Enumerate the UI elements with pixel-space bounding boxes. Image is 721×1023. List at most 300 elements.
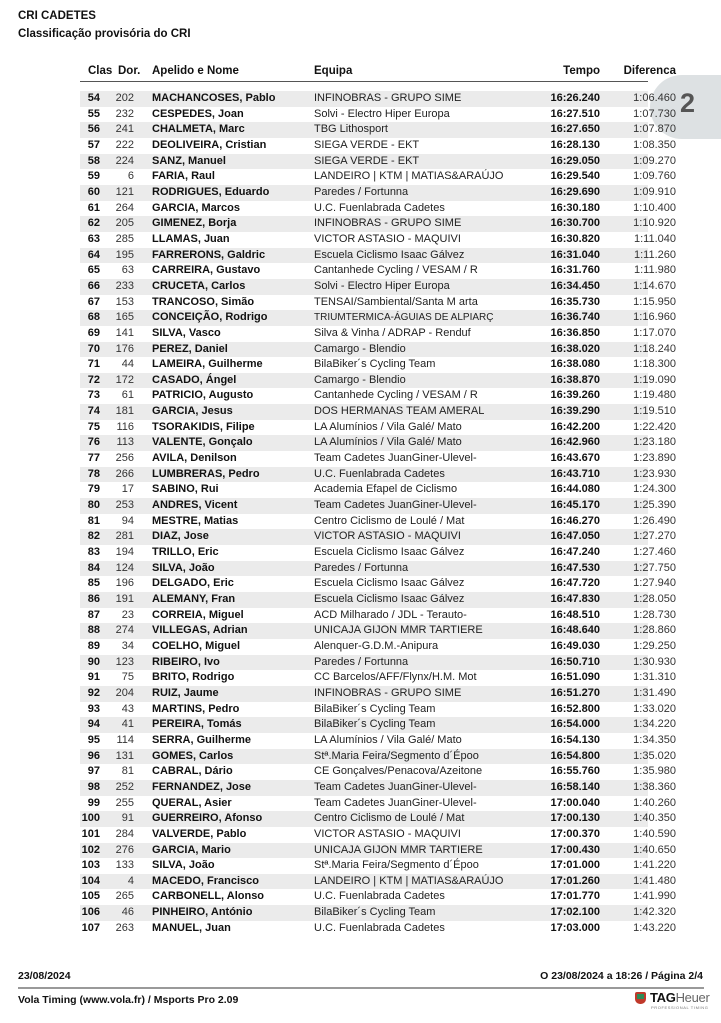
rider-name: LUMBRERAS, Pedro	[152, 467, 260, 480]
table-row	[80, 357, 676, 373]
team-name: Paredes / Fortunna	[314, 655, 409, 668]
time: 16:30.700	[550, 217, 600, 230]
bib-number: 233	[115, 279, 134, 292]
time: 16:26.240	[550, 92, 600, 104]
time: 16:51.270	[550, 686, 600, 699]
team-name: INFINOBRAS - GRUPO SIME	[314, 217, 462, 230]
rider-name: GARCIA, Jesus	[152, 405, 233, 418]
bib-number: 191	[115, 593, 134, 605]
time: 16:36.740	[550, 311, 600, 324]
rank: 93	[87, 702, 100, 715]
rider-name: PATRICIO, Augusto	[152, 389, 254, 402]
time: 16:36.850	[550, 326, 600, 339]
rider-name: RUIZ, Jaume	[152, 686, 219, 699]
bib-number: 46	[121, 906, 134, 919]
time: 16:51.090	[550, 671, 600, 684]
rank: 88	[87, 624, 100, 637]
bib-number: 252	[115, 780, 134, 793]
table-row	[80, 905, 676, 921]
rank: 62	[87, 217, 100, 230]
rank: 82	[87, 530, 100, 543]
time-gap: 1:07.870	[633, 123, 676, 136]
rank: 64	[87, 248, 100, 261]
time-gap: 1:34.220	[633, 718, 676, 731]
rider-name: SANZ, Manuel	[152, 154, 226, 167]
time-gap: 1:11.260	[633, 248, 676, 261]
table-row	[80, 811, 676, 827]
col-clas: Clas	[88, 65, 113, 77]
rider-name: MESTRE, Matias	[152, 514, 239, 527]
time-gap: 1:09.270	[633, 154, 676, 167]
time: 16:38.080	[550, 358, 600, 371]
time-gap: 1:24.300	[633, 483, 676, 496]
table-row	[80, 827, 676, 843]
time: 16:42.200	[550, 420, 600, 433]
rank: 104	[81, 874, 100, 887]
team-name: U.C. Fuenlabrada Cadetes	[314, 201, 445, 214]
time: 16:27.510	[550, 107, 600, 120]
tagheuer-shield-icon	[635, 992, 646, 1004]
bib-number: 274	[115, 624, 134, 637]
rank: 60	[87, 185, 100, 198]
bib-number: 285	[115, 232, 134, 245]
rider-name: CORREIA, Miguel	[152, 608, 244, 621]
time: 16:43.710	[550, 467, 600, 480]
rider-name: GARCIA, Mario	[152, 843, 231, 856]
time: 17:00.130	[550, 812, 600, 825]
table-row	[80, 874, 676, 890]
time-gap: 1:41.220	[633, 859, 676, 872]
table-row	[80, 608, 676, 624]
rank: 84	[87, 561, 100, 574]
team-name: LANDEIRO | KTM | MATIAS&ARAÚJO	[314, 170, 504, 183]
bib-number: 131	[115, 749, 134, 762]
results-table	[80, 91, 676, 936]
rank: 79	[87, 483, 100, 496]
table-row	[80, 670, 676, 686]
time: 16:54.000	[550, 718, 600, 731]
rider-name: CARBONELL, Alonso	[152, 890, 265, 903]
time-gap: 1:33.020	[633, 702, 676, 715]
team-name: Solvi - Electro Hiper Europa	[314, 279, 450, 292]
team-name: Stª.Maria Feira/Segmento d´Époo	[314, 749, 479, 762]
bib-number: 195	[115, 248, 134, 261]
time-gap: 1:22.420	[633, 420, 676, 433]
time: 16:49.030	[550, 639, 600, 652]
rider-name: LAMEIRA, Guilherme	[152, 358, 263, 371]
time-gap: 1:09.910	[633, 185, 676, 198]
team-name: Team Cadetes JuanGiner-Ulevel-	[314, 499, 477, 512]
time: 17:00.040	[550, 796, 600, 809]
rider-name: FARRERONS, Galdric	[152, 248, 266, 261]
table-row	[80, 467, 676, 483]
rider-name: ALEMANY, Fran	[152, 593, 236, 605]
rank: 97	[87, 765, 100, 778]
table-row	[80, 482, 676, 498]
time: 16:44.080	[550, 483, 600, 496]
time: 17:03.000	[550, 921, 600, 934]
team-name: INFINOBRAS - GRUPO SIME	[314, 92, 462, 104]
rider-name: DEOLIVEIRA, Cristian	[152, 138, 267, 151]
table-row	[80, 623, 676, 639]
time-gap: 1:27.750	[633, 561, 676, 574]
bib-number: 124	[115, 561, 134, 574]
time: 16:47.050	[550, 530, 600, 543]
table-row	[80, 796, 676, 812]
bib-number: 81	[121, 765, 134, 778]
rank: 78	[87, 467, 100, 480]
rank: 81	[87, 514, 100, 527]
time: 16:29.540	[550, 170, 600, 183]
time-gap: 1:23.930	[633, 467, 676, 480]
rank: 77	[87, 452, 100, 465]
bib-number: 232	[115, 107, 134, 120]
rider-name: CRUCETA, Carlos	[152, 279, 246, 292]
team-name: UNICAJA GIJON MMR TARTIERE	[314, 843, 483, 856]
rank: 56	[87, 123, 100, 136]
bib-number: 75	[121, 671, 134, 684]
col-time: Tempo	[563, 65, 600, 77]
rank: 57	[87, 138, 100, 151]
time: 16:46.270	[550, 514, 600, 527]
table-row	[80, 733, 676, 749]
team-name: LA Alumínios / Vila Galé/ Mato	[314, 436, 462, 449]
time-gap: 1:10.400	[633, 201, 676, 214]
rider-name: LLAMAS, Juan	[152, 232, 230, 245]
bib-number: 205	[115, 217, 134, 230]
rider-name: CESPEDES, Joan	[152, 107, 244, 120]
rank: 106	[81, 906, 100, 919]
bib-number: 204	[115, 686, 134, 699]
rider-name: VILLEGAS, Adrian	[152, 624, 248, 637]
rider-name: TSORAKIDIS, Filipe	[152, 420, 255, 433]
time-gap: 1:19.510	[633, 405, 676, 418]
rider-name: SABINO, Rui	[152, 483, 219, 496]
time-gap: 1:30.930	[633, 655, 676, 668]
time-gap: 1:43.220	[633, 921, 676, 934]
table-row	[80, 122, 676, 138]
team-name: TENSAI/Sambiental/Santa M arta	[314, 295, 478, 308]
rank: 63	[87, 232, 100, 245]
team-name: Team Cadetes JuanGiner-Ulevel-	[314, 780, 477, 793]
footer-software: Vola Timing (www.vola.fr) / Msports Pro 2.09	[18, 994, 239, 1006]
team-name: U.C. Fuenlabrada Cadetes	[314, 890, 445, 903]
team-name: BilaBiker´s Cycling Team	[314, 358, 436, 371]
table-row	[80, 388, 676, 404]
rank: 85	[87, 577, 100, 590]
bib-number: 276	[115, 843, 134, 856]
rank: 86	[87, 593, 100, 605]
time-gap: 1:28.860	[633, 624, 676, 637]
document-title: CRI CADETES	[18, 10, 96, 22]
team-name: U.C. Fuenlabrada Cadetes	[314, 921, 445, 934]
time: 17:01.770	[550, 890, 600, 903]
footer-date: 23/08/2024	[18, 970, 71, 982]
time-gap: 1:08.350	[633, 138, 676, 151]
team-name: U.C. Fuenlabrada Cadetes	[314, 467, 445, 480]
logo-bold: TAG	[650, 990, 676, 1005]
rank: 95	[87, 733, 100, 746]
time: 16:47.830	[550, 593, 600, 605]
table-row	[80, 342, 676, 358]
team-name: Camargo - Blendio	[314, 342, 406, 355]
rider-name: PINHEIRO, António	[152, 906, 253, 919]
team-name: Team Cadetes JuanGiner-Ulevel-	[314, 796, 477, 809]
table-row	[80, 889, 676, 905]
col-name: Apelido e Nome	[152, 65, 239, 77]
time-gap: 1:19.480	[633, 389, 676, 402]
time-gap: 1:27.940	[633, 577, 676, 590]
team-name: Centro Ciclismo de Loulé / Mat	[314, 812, 465, 825]
team-name: VICTOR ASTASIO - MAQUIVI	[314, 232, 461, 245]
time-gap: 1:34.350	[633, 733, 676, 746]
table-row	[80, 561, 676, 577]
team-name: VICTOR ASTASIO - MAQUIVI	[314, 530, 461, 543]
table-row	[80, 216, 676, 232]
time-gap: 1:28.050	[633, 593, 676, 605]
time-gap: 1:31.310	[633, 671, 676, 684]
time-gap: 1:40.350	[633, 812, 676, 825]
bib-number: 196	[115, 577, 134, 590]
team-name: CC Barcelos/AFF/Flynx/H.M. Mot	[314, 671, 477, 684]
team-name: Escuela Ciclismo Isaac Gálvez	[314, 546, 465, 559]
rider-name: GARCIA, Marcos	[152, 201, 241, 214]
table-row	[80, 529, 676, 545]
rider-name: MACHANCOSES, Pablo	[152, 92, 276, 104]
team-name: Escuela Ciclismo Isaac Gálvez	[314, 248, 465, 261]
table-row	[80, 498, 676, 514]
rank: 58	[87, 154, 100, 167]
team-name: Cantanhede Cycling / VESAM / R	[314, 389, 478, 402]
rider-name: CHALMETA, Marc	[152, 123, 245, 136]
rank: 76	[87, 436, 100, 449]
bib-number: 17	[121, 483, 134, 496]
time-gap: 1:42.320	[633, 906, 676, 919]
bib-number: 284	[115, 827, 134, 840]
table-row	[80, 843, 676, 859]
time: 16:50.710	[550, 655, 600, 668]
team-name: Stª.Maria Feira/Segmento d´Époo	[314, 859, 479, 872]
time: 16:58.140	[550, 780, 600, 793]
rider-name: SILVA, João	[152, 859, 215, 872]
rider-name: CARREIRA, Gustavo	[152, 264, 261, 277]
time: 16:54.130	[550, 733, 600, 746]
time: 16:42.960	[550, 436, 600, 449]
time-gap: 1:07.730	[633, 107, 676, 120]
logo-light: Heuer	[675, 990, 710, 1005]
table-row	[80, 107, 676, 123]
rider-name: PEREIRA, Tomás	[152, 718, 242, 731]
bib-number: 113	[116, 436, 134, 449]
table-row	[80, 514, 676, 530]
team-name: Escuela Ciclismo Isaac Gálvez	[314, 577, 465, 590]
rank: 72	[87, 373, 100, 386]
time: 16:31.040	[550, 248, 600, 261]
table-row	[80, 686, 676, 702]
rider-name: SERRA, Guilherme	[152, 733, 252, 746]
time-gap: 1:17.070	[633, 326, 676, 339]
table-row	[80, 279, 676, 295]
table-row	[80, 138, 676, 154]
rank: 73	[87, 389, 100, 402]
time: 16:38.870	[550, 373, 600, 386]
time-gap: 1:35.020	[633, 749, 676, 762]
rider-name: TRANCOSO, Simão	[152, 295, 255, 308]
bib-number: 123	[115, 655, 134, 668]
time: 16:29.050	[550, 154, 600, 167]
time: 16:47.530	[550, 561, 600, 574]
time-gap: 1:41.480	[633, 874, 676, 887]
time: 16:39.290	[550, 405, 600, 418]
logo-subtitle: PROFESSIONAL TIMING	[651, 1005, 709, 1010]
rank: 80	[87, 499, 100, 512]
table-row	[80, 655, 676, 671]
team-name: Academia Efapel de Ciclismo	[314, 483, 458, 496]
table-row	[80, 576, 676, 592]
bib-number: 281	[115, 530, 134, 543]
table-row	[80, 248, 676, 264]
rank: 70	[87, 342, 100, 355]
team-name: VICTOR ASTASIO - MAQUIVI	[314, 827, 461, 840]
time-gap: 1:06.460	[633, 92, 676, 104]
rank: 90	[87, 655, 100, 668]
time-gap: 1:29.250	[633, 639, 676, 652]
footer-divider	[18, 987, 704, 989]
time-gap: 1:23.180	[633, 436, 676, 449]
bib-number: 61	[121, 389, 134, 402]
rank: 87	[87, 608, 100, 621]
col-team: Equipa	[314, 65, 353, 77]
header-divider	[80, 81, 648, 82]
time: 16:48.510	[550, 608, 600, 621]
rank: 94	[87, 718, 100, 731]
rank: 99	[87, 796, 100, 809]
table-row	[80, 764, 676, 780]
rider-name: AVILA, Denilson	[152, 452, 237, 465]
rank: 59	[87, 170, 100, 183]
time-gap: 1:25.390	[633, 499, 676, 512]
rank: 66	[87, 279, 100, 292]
rank: 71	[87, 358, 100, 371]
bib-number: 194	[115, 546, 134, 559]
time-gap: 1:28.730	[633, 608, 676, 621]
bib-number: 41	[121, 718, 134, 731]
time: 16:34.450	[550, 279, 600, 292]
time-gap: 1:09.760	[633, 170, 676, 183]
bib-number: 256	[115, 452, 134, 465]
rider-name: GOMES, Carlos	[152, 749, 234, 762]
time: 16:47.240	[550, 546, 600, 559]
table-row	[80, 154, 676, 170]
rider-name: MANUEL, Juan	[152, 921, 231, 934]
tagheuer-logo	[635, 990, 715, 1012]
time: 16:55.760	[550, 765, 600, 778]
team-name: CE Gonçalves/Penacova/Azeitone	[314, 765, 483, 778]
time-gap: 1:11.980	[633, 264, 676, 277]
col-diff: Diferenca	[623, 65, 676, 77]
team-name: DOS HERMANAS TEAM AMERAL	[314, 405, 485, 418]
team-name: UNICAJA GIJON MMR TARTIERE	[314, 624, 483, 637]
rank: 83	[87, 546, 100, 559]
rank: 74	[87, 405, 100, 418]
time: 16:30.820	[550, 232, 600, 245]
table-row	[80, 404, 676, 420]
table-row	[80, 201, 676, 217]
rider-name: SILVA, Vasco	[152, 326, 221, 339]
rider-name: SILVA, João	[152, 561, 215, 574]
bib-number: 263	[115, 921, 134, 934]
time-gap: 1:27.460	[633, 546, 676, 559]
team-name: SIEGA VERDE - EKT	[314, 138, 420, 151]
table-row	[80, 749, 676, 765]
bib-number: 241	[115, 123, 134, 136]
rider-name: MARTINS, Pedro	[152, 702, 240, 715]
team-name: Alenquer-G.D.M.-Anipura	[314, 639, 439, 652]
bib-number: 23	[121, 608, 134, 621]
table-row	[80, 185, 676, 201]
time-gap: 1:26.490	[633, 514, 676, 527]
team-name: Paredes / Fortunna	[314, 561, 409, 574]
time-gap: 1:35.980	[633, 765, 676, 778]
table-row	[80, 858, 676, 874]
team-name: Paredes / Fortunna	[314, 185, 409, 198]
rank: 107	[81, 921, 100, 934]
team-name: Team Cadetes JuanGiner-Ulevel-	[314, 452, 477, 465]
team-name: LA Alumínios / Vila Galé/ Mato	[314, 733, 462, 746]
rank: 75	[87, 420, 100, 433]
time: 16:45.170	[550, 499, 600, 512]
team-name: LANDEIRO | KTM | MATIAS&ARAÚJO	[314, 874, 504, 887]
team-name: TRIUMTERMICA-ÁGUIAS DE ALPIARÇ	[314, 312, 494, 324]
rank: 61	[87, 201, 100, 214]
rank: 96	[87, 749, 100, 762]
team-name: SIEGA VERDE - EKT	[314, 154, 420, 167]
time-gap: 1:27.270	[633, 530, 676, 543]
time: 16:31.760	[550, 264, 600, 277]
rider-name: DIAZ, Jose	[152, 530, 209, 543]
rank: 68	[87, 311, 100, 324]
rank: 55	[87, 107, 100, 120]
table-row	[80, 780, 676, 796]
time: 16:27.650	[550, 123, 600, 136]
rank: 69	[87, 326, 100, 339]
bib-number: 176	[115, 342, 134, 355]
table-row	[80, 717, 676, 733]
bib-number: 34	[121, 639, 134, 652]
time: 16:35.730	[550, 295, 600, 308]
rank: 103	[81, 859, 100, 872]
time-gap: 1:10.920	[633, 217, 676, 230]
rider-name: CASADO, Ángel	[152, 373, 237, 386]
rider-name: FARIA, Raul	[152, 170, 215, 183]
time: 17:00.370	[550, 827, 600, 840]
bib-number: 264	[115, 201, 134, 214]
rider-name: CABRAL, Dário	[152, 765, 233, 778]
bib-number: 133	[115, 859, 134, 872]
rider-name: PEREZ, Daniel	[152, 342, 228, 355]
time: 16:39.260	[550, 389, 600, 402]
bib-number: 253	[115, 499, 134, 512]
bib-number: 172	[115, 373, 134, 386]
time: 17:00.430	[550, 843, 600, 856]
team-name: Escuela Ciclismo Isaac Gálvez	[314, 593, 465, 605]
rider-name: FERNANDEZ, Jose	[152, 780, 252, 793]
bib-number: 165	[115, 311, 134, 324]
table-row	[80, 592, 676, 608]
team-name: Camargo - Blendio	[314, 373, 406, 386]
rider-name: GIMENEZ, Borja	[152, 217, 237, 230]
bib-number: 114	[116, 733, 134, 746]
